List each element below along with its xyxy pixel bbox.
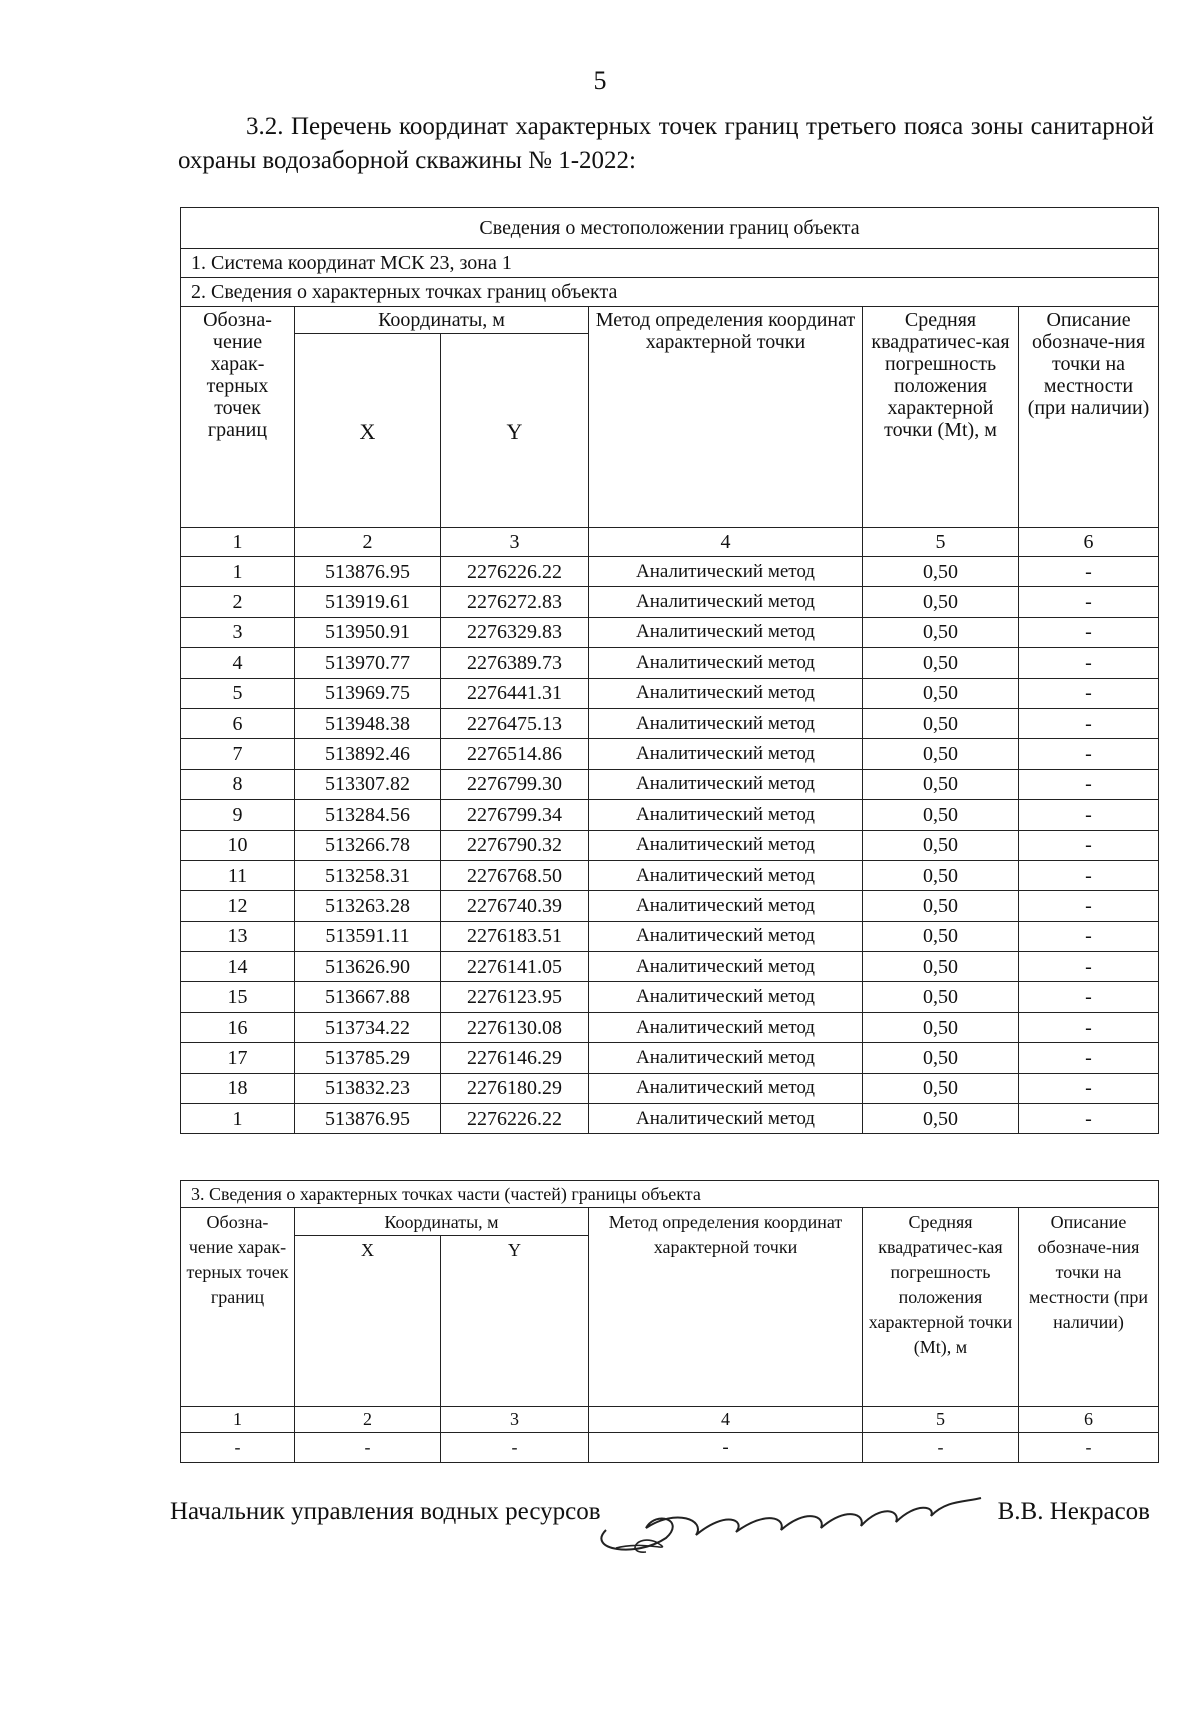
method-cell: Аналитический метод	[589, 769, 863, 799]
method-cell: Аналитический метод	[589, 678, 863, 708]
table-row	[181, 800, 1159, 830]
y-coordinate-cell: 2276180.29	[441, 1073, 589, 1103]
method-cell: Аналитический метод	[589, 982, 863, 1012]
point-number-cell: 1	[181, 1104, 295, 1134]
x-coordinate-cell: 513591.11	[295, 921, 441, 951]
table-row	[181, 1104, 1159, 1134]
mt-error-cell: 0,50	[863, 1073, 1019, 1103]
table-row	[181, 921, 1159, 951]
part-boundary-table	[180, 1180, 1159, 1463]
description-cell: -	[1019, 708, 1159, 738]
page-number: 5	[593, 66, 607, 95]
description-cell: -	[1019, 678, 1159, 708]
part-header-x: X	[295, 1236, 441, 1407]
point-number-cell: 18	[181, 1073, 295, 1103]
part-header-designation: Обозна-чение харак-терных точек границ	[181, 1208, 295, 1407]
header-designation: Обозна-чение харак-терных точек границ	[181, 307, 295, 528]
method-cell: Аналитический метод	[589, 800, 863, 830]
mt-error-cell: 0,50	[863, 678, 1019, 708]
point-number-cell: -	[181, 1433, 295, 1463]
table-title: Сведения о местоположении границ объекта	[181, 208, 1159, 249]
description-cell: -	[1019, 769, 1159, 799]
method-cell: Аналитический метод	[589, 952, 863, 982]
header-y: Y	[441, 334, 589, 528]
point-number-cell: 13	[181, 921, 295, 951]
table-row	[181, 982, 1159, 1012]
description-cell: -	[1019, 921, 1159, 951]
x-coordinate-cell: 513284.56	[295, 800, 441, 830]
y-coordinate-cell: 2276272.83	[441, 587, 589, 617]
x-coordinate-cell: 513919.61	[295, 587, 441, 617]
column-number-cell: 3	[441, 528, 589, 557]
part-header-error: Средняя квадратичес-кая погрешность положения характерной точки (Mt), м	[863, 1208, 1019, 1407]
description-cell: -	[1019, 1043, 1159, 1073]
header-error: Средняя квадратичес-кая погрешность положения характерной точки (Mt), м	[863, 307, 1019, 528]
mt-error-cell: 0,50	[863, 1043, 1019, 1073]
mt-error-cell: 0,50	[863, 800, 1019, 830]
point-number-cell: 10	[181, 830, 295, 860]
x-coordinate-cell: 513948.38	[295, 708, 441, 738]
point-number-cell: 17	[181, 1043, 295, 1073]
x-coordinate-cell: 513970.77	[295, 648, 441, 678]
column-number-cell: 4	[589, 528, 863, 557]
table-row	[181, 648, 1159, 678]
method-cell: Аналитический метод	[589, 617, 863, 647]
boundary-points-table	[180, 207, 1159, 1134]
mt-error-cell: 0,50	[863, 557, 1019, 587]
table-row	[181, 1073, 1159, 1103]
handwritten-signature	[576, 1480, 996, 1560]
mt-error-cell: 0,50	[863, 1012, 1019, 1042]
mt-error-cell: 0,50	[863, 830, 1019, 860]
point-number-cell: 1	[181, 557, 295, 587]
y-coordinate-cell: 2276123.95	[441, 982, 589, 1012]
x-coordinate-cell: 513734.22	[295, 1012, 441, 1042]
mt-error-cell: 0,50	[863, 617, 1019, 647]
mt-error-cell: 0,50	[863, 739, 1019, 769]
method-cell: Аналитический метод	[589, 860, 863, 890]
mt-error-cell: 0,50	[863, 708, 1019, 738]
method-cell: Аналитический метод	[589, 1073, 863, 1103]
point-number-cell: 6	[181, 708, 295, 738]
y-coordinate-cell: 2276146.29	[441, 1043, 589, 1073]
description-cell: -	[1019, 617, 1159, 647]
mt-error-cell: 0,50	[863, 860, 1019, 890]
point-number-cell: 12	[181, 891, 295, 921]
column-number-cell: 2	[295, 1407, 441, 1433]
column-number-cell: 5	[863, 528, 1019, 557]
table-row	[181, 678, 1159, 708]
description-cell: -	[1019, 952, 1159, 982]
description-cell: -	[1019, 1104, 1159, 1134]
y-coordinate-cell: -	[441, 1433, 589, 1463]
mt-error-cell: 0,50	[863, 648, 1019, 678]
description-cell: -	[1019, 557, 1159, 587]
x-coordinate-cell: 513876.95	[295, 557, 441, 587]
description-cell: -	[1019, 1073, 1159, 1103]
point-number-cell: 5	[181, 678, 295, 708]
method-cell: Аналитический метод	[589, 1043, 863, 1073]
x-coordinate-cell: 513266.78	[295, 830, 441, 860]
points-body	[181, 557, 1159, 1134]
table-row	[181, 769, 1159, 799]
mt-error-cell: 0,50	[863, 952, 1019, 982]
column-number-cell: 6	[1019, 1407, 1159, 1433]
header-coordinates: Координаты, м	[295, 307, 589, 334]
column-number-cell: 3	[441, 1407, 589, 1433]
method-cell: Аналитический метод	[589, 921, 863, 951]
point-number-cell: 2	[181, 587, 295, 617]
x-coordinate-cell: 513892.46	[295, 739, 441, 769]
method-cell: Аналитический метод	[589, 557, 863, 587]
column-number-cell: 4	[589, 1407, 863, 1433]
y-coordinate-cell: 2276141.05	[441, 952, 589, 982]
x-coordinate-cell: 513785.29	[295, 1043, 441, 1073]
part-header-y: Y	[441, 1236, 589, 1407]
description-cell: -	[1019, 860, 1159, 890]
point-number-cell: 8	[181, 769, 295, 799]
point-number-cell: 3	[181, 617, 295, 647]
section-2-title: 2. Сведения о характерных точках границ объекта	[181, 278, 1159, 307]
column-number-cell: 5	[863, 1407, 1019, 1433]
mt-error-cell: 0,50	[863, 769, 1019, 799]
method-cell: Аналитический метод	[589, 587, 863, 617]
column-numbers-row	[181, 528, 1159, 557]
mt-error-cell: -	[863, 1433, 1019, 1463]
y-coordinate-cell: 2276389.73	[441, 648, 589, 678]
point-number-cell: 11	[181, 860, 295, 890]
description-cell: -	[1019, 1433, 1159, 1463]
section-3-title: 3. Сведения о характерных точках части (частей) границы объекта	[181, 1181, 1159, 1208]
point-number-cell: 14	[181, 952, 295, 982]
column-number-cell: 6	[1019, 528, 1159, 557]
table-row	[181, 1043, 1159, 1073]
point-number-cell: 7	[181, 739, 295, 769]
description-cell: -	[1019, 891, 1159, 921]
table-row	[181, 830, 1159, 860]
y-coordinate-cell: 2276514.86	[441, 739, 589, 769]
mt-error-cell: 0,50	[863, 1104, 1019, 1134]
description-cell: -	[1019, 800, 1159, 830]
x-coordinate-cell: 513667.88	[295, 982, 441, 1012]
y-coordinate-cell: 2276799.30	[441, 769, 589, 799]
x-coordinate-cell: -	[295, 1433, 441, 1463]
method-cell: Аналитический метод	[589, 648, 863, 678]
table-row	[181, 708, 1159, 738]
point-number-cell: 16	[181, 1012, 295, 1042]
header-x: X	[295, 334, 441, 528]
part-table-row	[181, 1433, 1159, 1463]
coordinate-system: 1. Система координат МСК 23, зона 1	[181, 249, 1159, 278]
x-coordinate-cell: 513626.90	[295, 952, 441, 982]
method-cell: -	[589, 1433, 863, 1463]
x-coordinate-cell: 513969.75	[295, 678, 441, 708]
method-cell: Аналитический метод	[589, 1104, 863, 1134]
description-cell: -	[1019, 648, 1159, 678]
x-coordinate-cell: 513950.91	[295, 617, 441, 647]
column-number-cell: 2	[295, 528, 441, 557]
table-row	[181, 739, 1159, 769]
column-number-cell: 1	[181, 1407, 295, 1433]
point-number-cell: 15	[181, 982, 295, 1012]
table-row	[181, 1012, 1159, 1042]
table-row	[181, 587, 1159, 617]
part-column-numbers-row	[181, 1407, 1159, 1433]
mt-error-cell: 0,50	[863, 587, 1019, 617]
method-cell: Аналитический метод	[589, 830, 863, 860]
y-coordinate-cell: 2276441.31	[441, 678, 589, 708]
point-number-cell: 9	[181, 800, 295, 830]
y-coordinate-cell: 2276183.51	[441, 921, 589, 951]
description-cell: -	[1019, 830, 1159, 860]
method-cell: Аналитический метод	[589, 1012, 863, 1042]
y-coordinate-cell: 2276130.08	[441, 1012, 589, 1042]
x-coordinate-cell: 513258.31	[295, 860, 441, 890]
part-header-description: Описание обозначе-ния точки на местности (при наличии)	[1019, 1208, 1159, 1407]
x-coordinate-cell: 513307.82	[295, 769, 441, 799]
y-coordinate-cell: 2276475.13	[441, 708, 589, 738]
x-coordinate-cell: 513263.28	[295, 891, 441, 921]
x-coordinate-cell: 513876.95	[295, 1104, 441, 1134]
mt-error-cell: 0,50	[863, 891, 1019, 921]
part-header-coordinates: Координаты, м	[295, 1208, 589, 1236]
part-header-method: Метод определения координат характерной точки	[589, 1208, 863, 1407]
x-coordinate-cell: 513832.23	[295, 1073, 441, 1103]
header-description: Описание обозначе-ния точки на местности (при наличии)	[1019, 307, 1159, 528]
y-coordinate-cell: 2276790.32	[441, 830, 589, 860]
table-row	[181, 617, 1159, 647]
document-heading: 3.2. Перечень координат характерных точек границ третьего пояса зоны санитарной охраны водозаборной скважины № 1-2022:	[178, 113, 1154, 174]
column-number-cell: 1	[181, 528, 295, 557]
y-coordinate-cell: 2276226.22	[441, 557, 589, 587]
method-cell: Аналитический метод	[589, 708, 863, 738]
point-number-cell: 4	[181, 648, 295, 678]
part-points-body	[181, 1433, 1159, 1463]
description-cell: -	[1019, 739, 1159, 769]
table-row	[181, 891, 1159, 921]
table-row	[181, 860, 1159, 890]
y-coordinate-cell: 2276799.34	[441, 800, 589, 830]
signatory-name: В.В. Некрасов	[997, 1498, 1150, 1525]
mt-error-cell: 0,50	[863, 982, 1019, 1012]
table-row	[181, 952, 1159, 982]
signatory-position: Начальник управления водных ресурсов	[170, 1498, 601, 1525]
method-cell: Аналитический метод	[589, 891, 863, 921]
y-coordinate-cell: 2276768.50	[441, 860, 589, 890]
description-cell: -	[1019, 587, 1159, 617]
y-coordinate-cell: 2276329.83	[441, 617, 589, 647]
y-coordinate-cell: 2276740.39	[441, 891, 589, 921]
mt-error-cell: 0,50	[863, 921, 1019, 951]
description-cell: -	[1019, 982, 1159, 1012]
header-method: Метод определения координат характерной точки	[589, 307, 863, 528]
description-cell: -	[1019, 1012, 1159, 1042]
method-cell: Аналитический метод	[589, 739, 863, 769]
table-row	[181, 557, 1159, 587]
y-coordinate-cell: 2276226.22	[441, 1104, 589, 1134]
